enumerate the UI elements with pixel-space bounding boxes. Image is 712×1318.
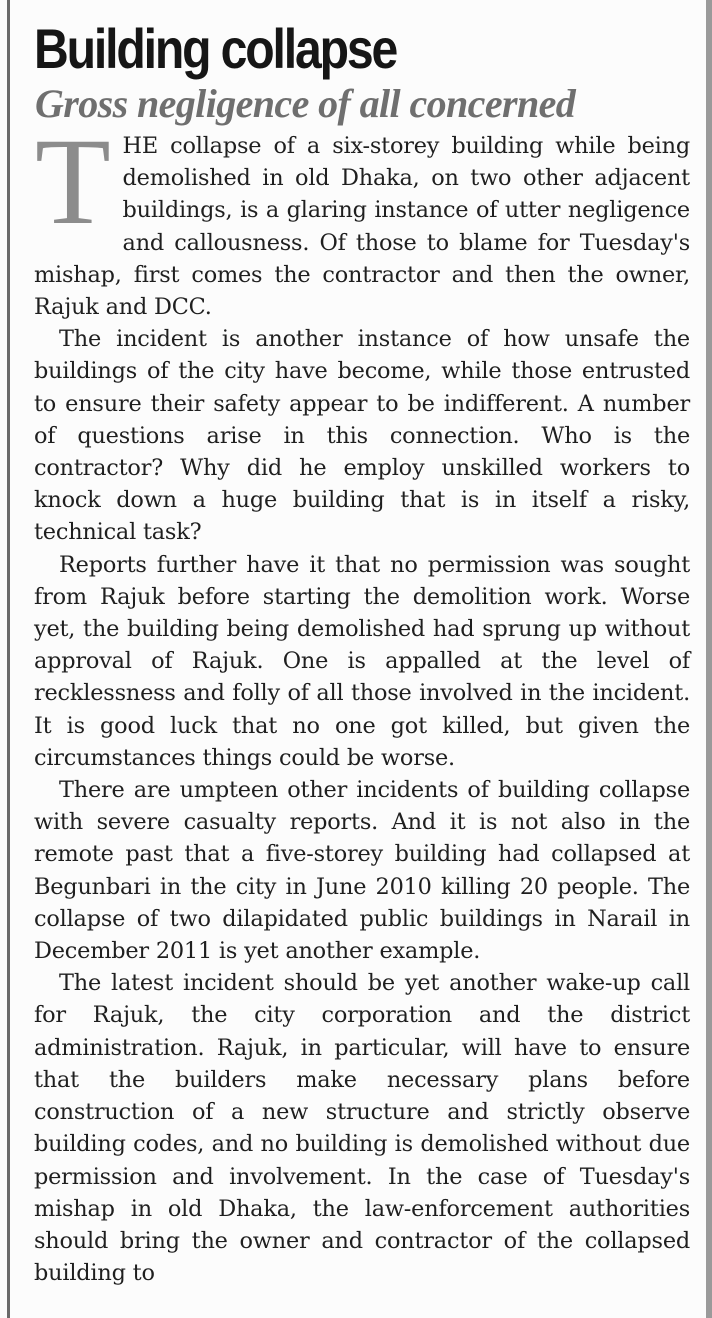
paragraph-3: Reports further have it that no permission was sought from Rajuk before starting the demolition work. Worse yet, the building being demolished had sprung up without approval of Rajuk. One is appalled at the level of recklessness and folly of all those involved in the incident. It is good luck that no one got killed, but given the circumstances things could be worse. <box>34 551 690 771</box>
right-column-rule <box>706 0 712 1318</box>
paragraph-4: There are umpteen other incidents of building collapse with severe casualty reports. And it is not also in the remote past that a five-storey building had collapsed at Begunbari in the city in June 2010 killing 20 people. The collapse of two dilapidated public buildings in Narail in December 2011 is yet another example. <box>34 777 690 965</box>
drop-cap: T <box>35 113 111 250</box>
paragraph-1 <box>34 113 690 323</box>
paragraph-1-text: HE collapse of a six-storey building while being demolished in old Dhaka, on two other adjacent buildings, is a glaring instance of utter negligence and callousness. Of those to blame for Tuesday's mishap, first comes the contractor and then the owner, Rajuk and DCC. <box>34 133 690 321</box>
editorial-article <box>34 14 690 1289</box>
paragraph-5: The latest incident should be yet another wake-up call for Rajuk, the city corporation and the district administration. Rajuk, in particular, will have to ensure that the builders make necessary plans before construction of a new structure and strictly observe building codes, and no building is demolished without due permission and involvement. In the case of Tuesday's mishap in old Dhaka, the law-enforcement authorities should bring the owner and contractor of the collapsed building to <box>34 970 690 1287</box>
headline: Building collapse <box>34 17 397 80</box>
paragraph-2: The incident is another instance of how unsafe the buildings of the city have become, while those entrusted to ensure their safety appear to be indifferent. A number of questions arise in this connection. Who is the contractor? Why did he employ unskilled workers to knock down a huge building that is in itself a risky, technical task? <box>34 326 690 546</box>
article-body <box>34 113 690 1289</box>
left-column-rule <box>7 0 10 1318</box>
subheadline: Gross negligence of all concerned <box>35 81 576 126</box>
